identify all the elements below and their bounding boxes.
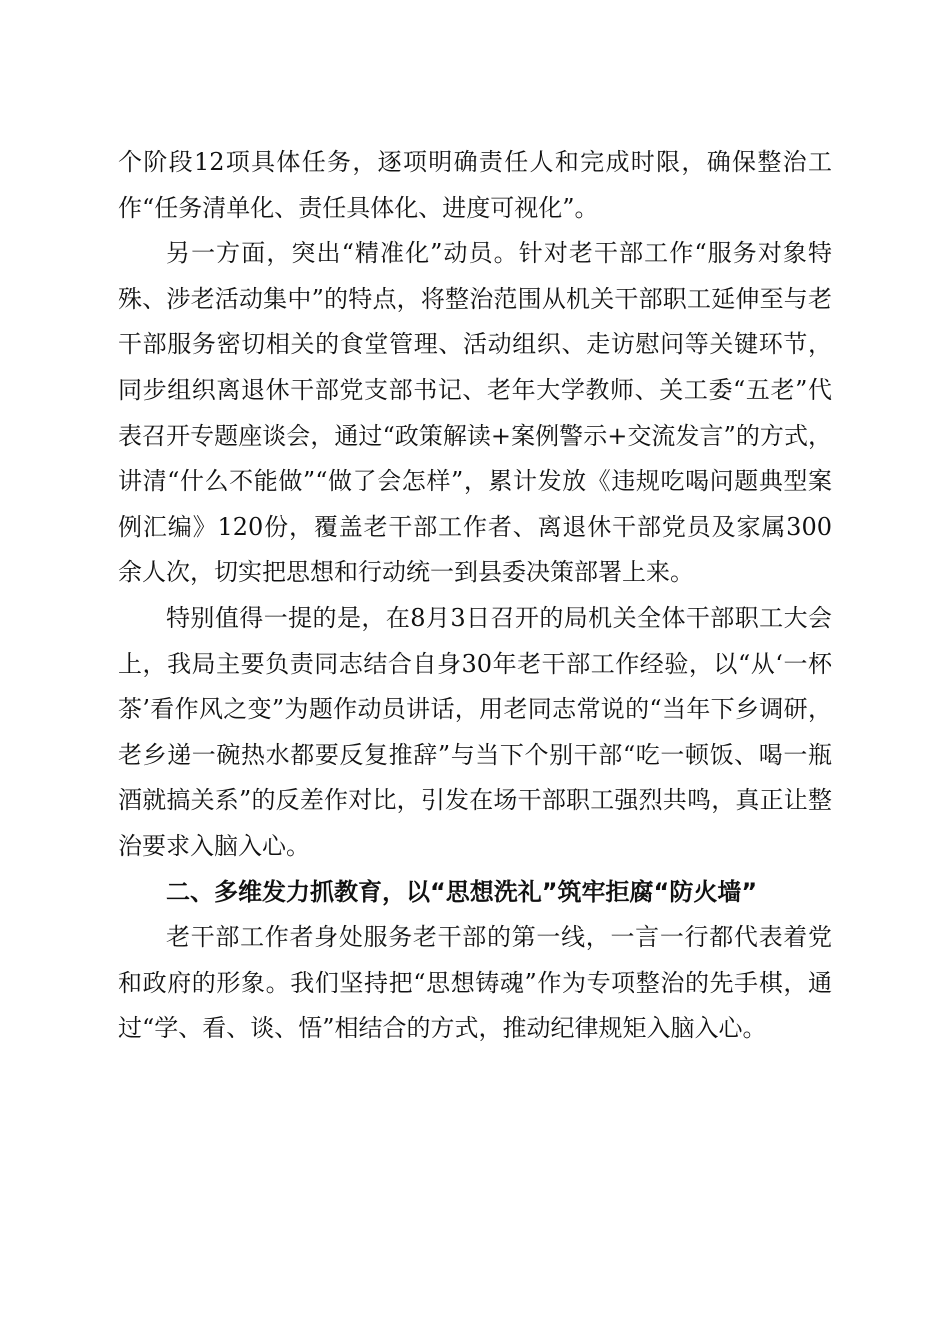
paragraph-education-intro: 老干部工作者身处服务老干部的第一线，一言一行都代表着党和政府的形象。我们坚持把“思想铸魂”作为专项整治的先手棋，通过“学、看、谈、悟”相结合的方式，推动纪律规矩入脑入心。	[118, 923, 832, 1043]
paragraph-precise-mobilization: 另一方面，突出“精准化”动员。针对老干部工作“服务对象特殊、涉老活动集中”的特点，将整治范围从机关干部职工延伸至与老干部服务密切相关的食堂管理、活动组织、走访慰问等关键环节，同步组织离退休干部党支部书记、老年大学教师、关工委“五老”代表召开专题座谈会，通过“政策解读+案例警示+交流发言”的方式，讲清“什么不能做”“做了会怎样”，累计发放《违规吃喝问题典型案例汇编》120份，覆盖老干部工作者、离退休干部党员及家属300余人次，切实把思想和行动统一到县委决策部署上来。	[118, 239, 832, 587]
paragraph-mobilization-speech: 特别值得一提的是，在8月3日召开的局机关全体干部职工大会上，我局主要负责同志结合自身30年老干部工作经验，以“从‘一杯茶’看作风之变”为题作动员讲话，用老同志常说的“当年下乡调研，老乡递一碗热水都要反复推辞”与当下个别干部“吃一顿饭、喝一瓶酒就搞关系”的反差作对比，引发在场干部职工强烈共鸣，真正让整治要求入脑入心。	[118, 603, 832, 860]
paragraph-task-list: 个阶段12项具体任务，逐项明确责任人和完成时限，确保整治工作“任务清单化、责任具体化、进度可视化”。	[118, 148, 832, 222]
document-body	[118, 140, 832, 1052]
section-heading: 二、多维发力抓教育，以“思想洗礼”筑牢拒腐“防火墙”	[166, 877, 758, 906]
